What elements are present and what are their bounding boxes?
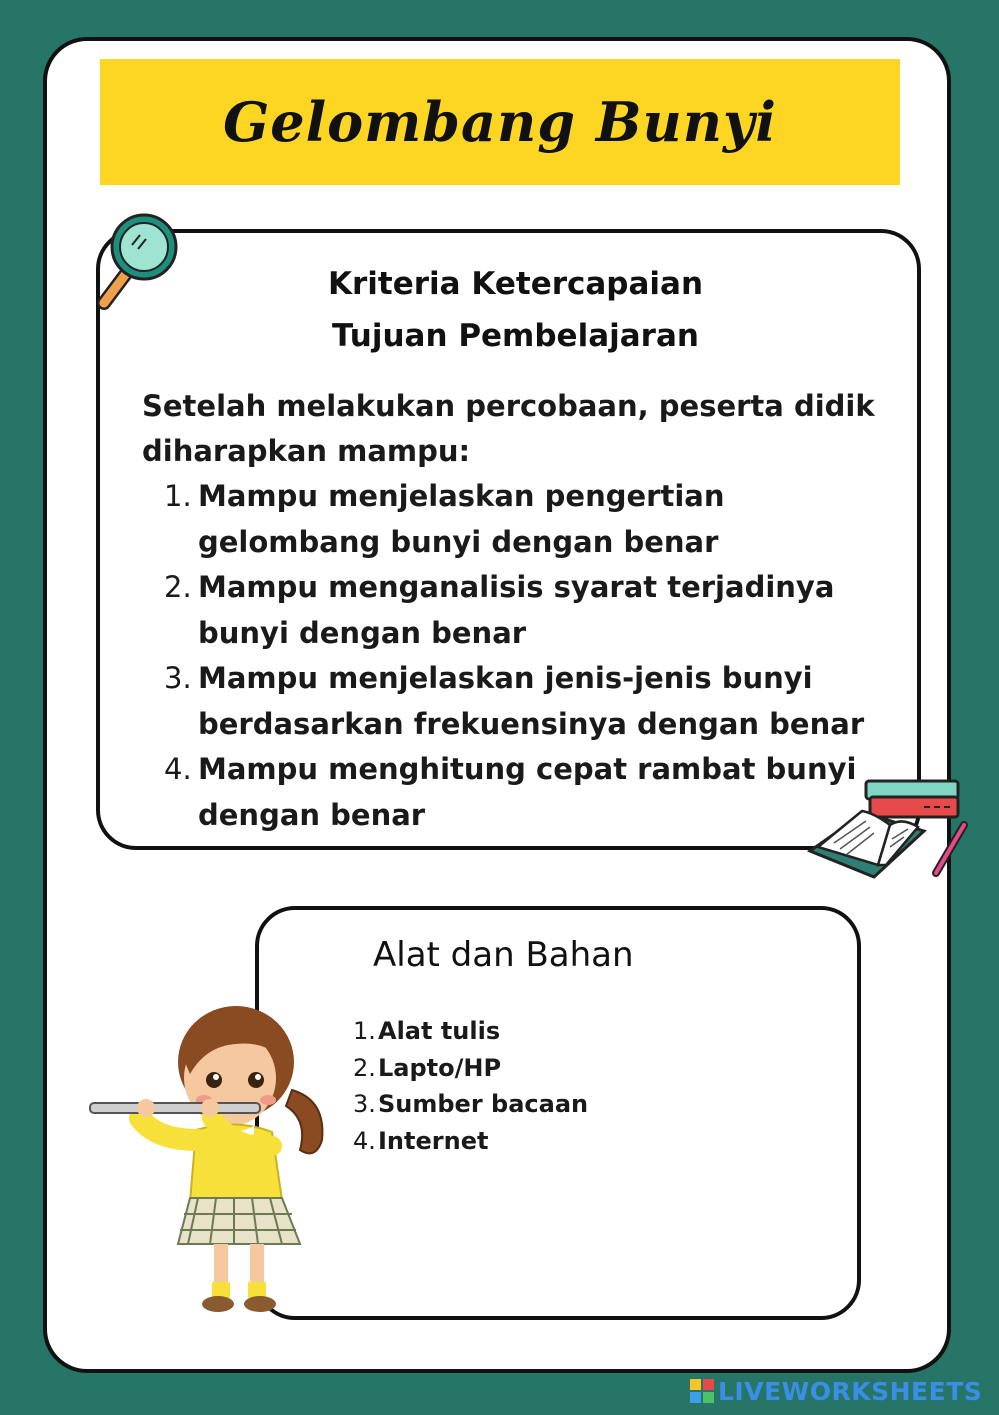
list-item-number: 4. (164, 752, 192, 786)
list-item-text: Sumber bacaan (378, 1090, 589, 1119)
liveworksheets-logo-icon (690, 1379, 714, 1403)
alat-heading: Alat dan Bahan (373, 935, 634, 975)
list-item (353, 1013, 588, 1050)
kriteria-heading-line1: Kriteria Ketercapaian (327, 266, 704, 302)
list-item-text: Alat tulis (378, 1017, 501, 1045)
list-item-number: 4. (353, 1126, 376, 1155)
list-item-text: Mampu menghitung cepat rambat bunyi dengan benar (198, 752, 857, 832)
kriteria-heading (0, 258, 999, 362)
watermark-text: LIVEWORKSHEETS (718, 1376, 983, 1406)
alat-list (353, 1013, 588, 1159)
list-item-number: 3. (164, 661, 192, 695)
kriteria-list (164, 474, 884, 838)
list-item (164, 656, 884, 747)
list-item-number: 3. (353, 1090, 376, 1119)
list-item-text: Mampu menjelaskan pengertian gelombang bunyi dengan benar (198, 479, 725, 559)
list-item (164, 747, 884, 838)
girl-flute-illustration (86, 1000, 336, 1320)
list-item-text: Lapto/HP (378, 1053, 502, 1082)
books-icon (804, 773, 974, 885)
list-item-number: 2. (164, 570, 192, 604)
list-item-number: 2. (353, 1053, 376, 1082)
list-item (164, 474, 884, 565)
title-banner (100, 59, 900, 185)
page-title: Gelombang Bunyi (223, 90, 777, 154)
list-item-number: 1. (353, 1017, 376, 1045)
list-item-text: Mampu menjelaskan jenis-jenis bunyi berdasarkan frekuensinya dengan benar (198, 661, 865, 741)
list-item (353, 1123, 588, 1160)
list-item-text: Mampu menganalisis syarat terjadinya bunyi dengan benar (198, 570, 835, 650)
list-item-text: Internet (378, 1126, 489, 1155)
list-item (353, 1050, 588, 1087)
list-item-number: 1. (164, 479, 192, 513)
list-item (164, 565, 884, 656)
watermark (690, 1376, 982, 1406)
kriteria-intro: Setelah melakukan percobaan, peserta didik diharapkan mampu: (142, 389, 875, 468)
kriteria-heading-line2: Tujuan Pembelajaran (332, 318, 699, 354)
list-item (353, 1086, 588, 1123)
